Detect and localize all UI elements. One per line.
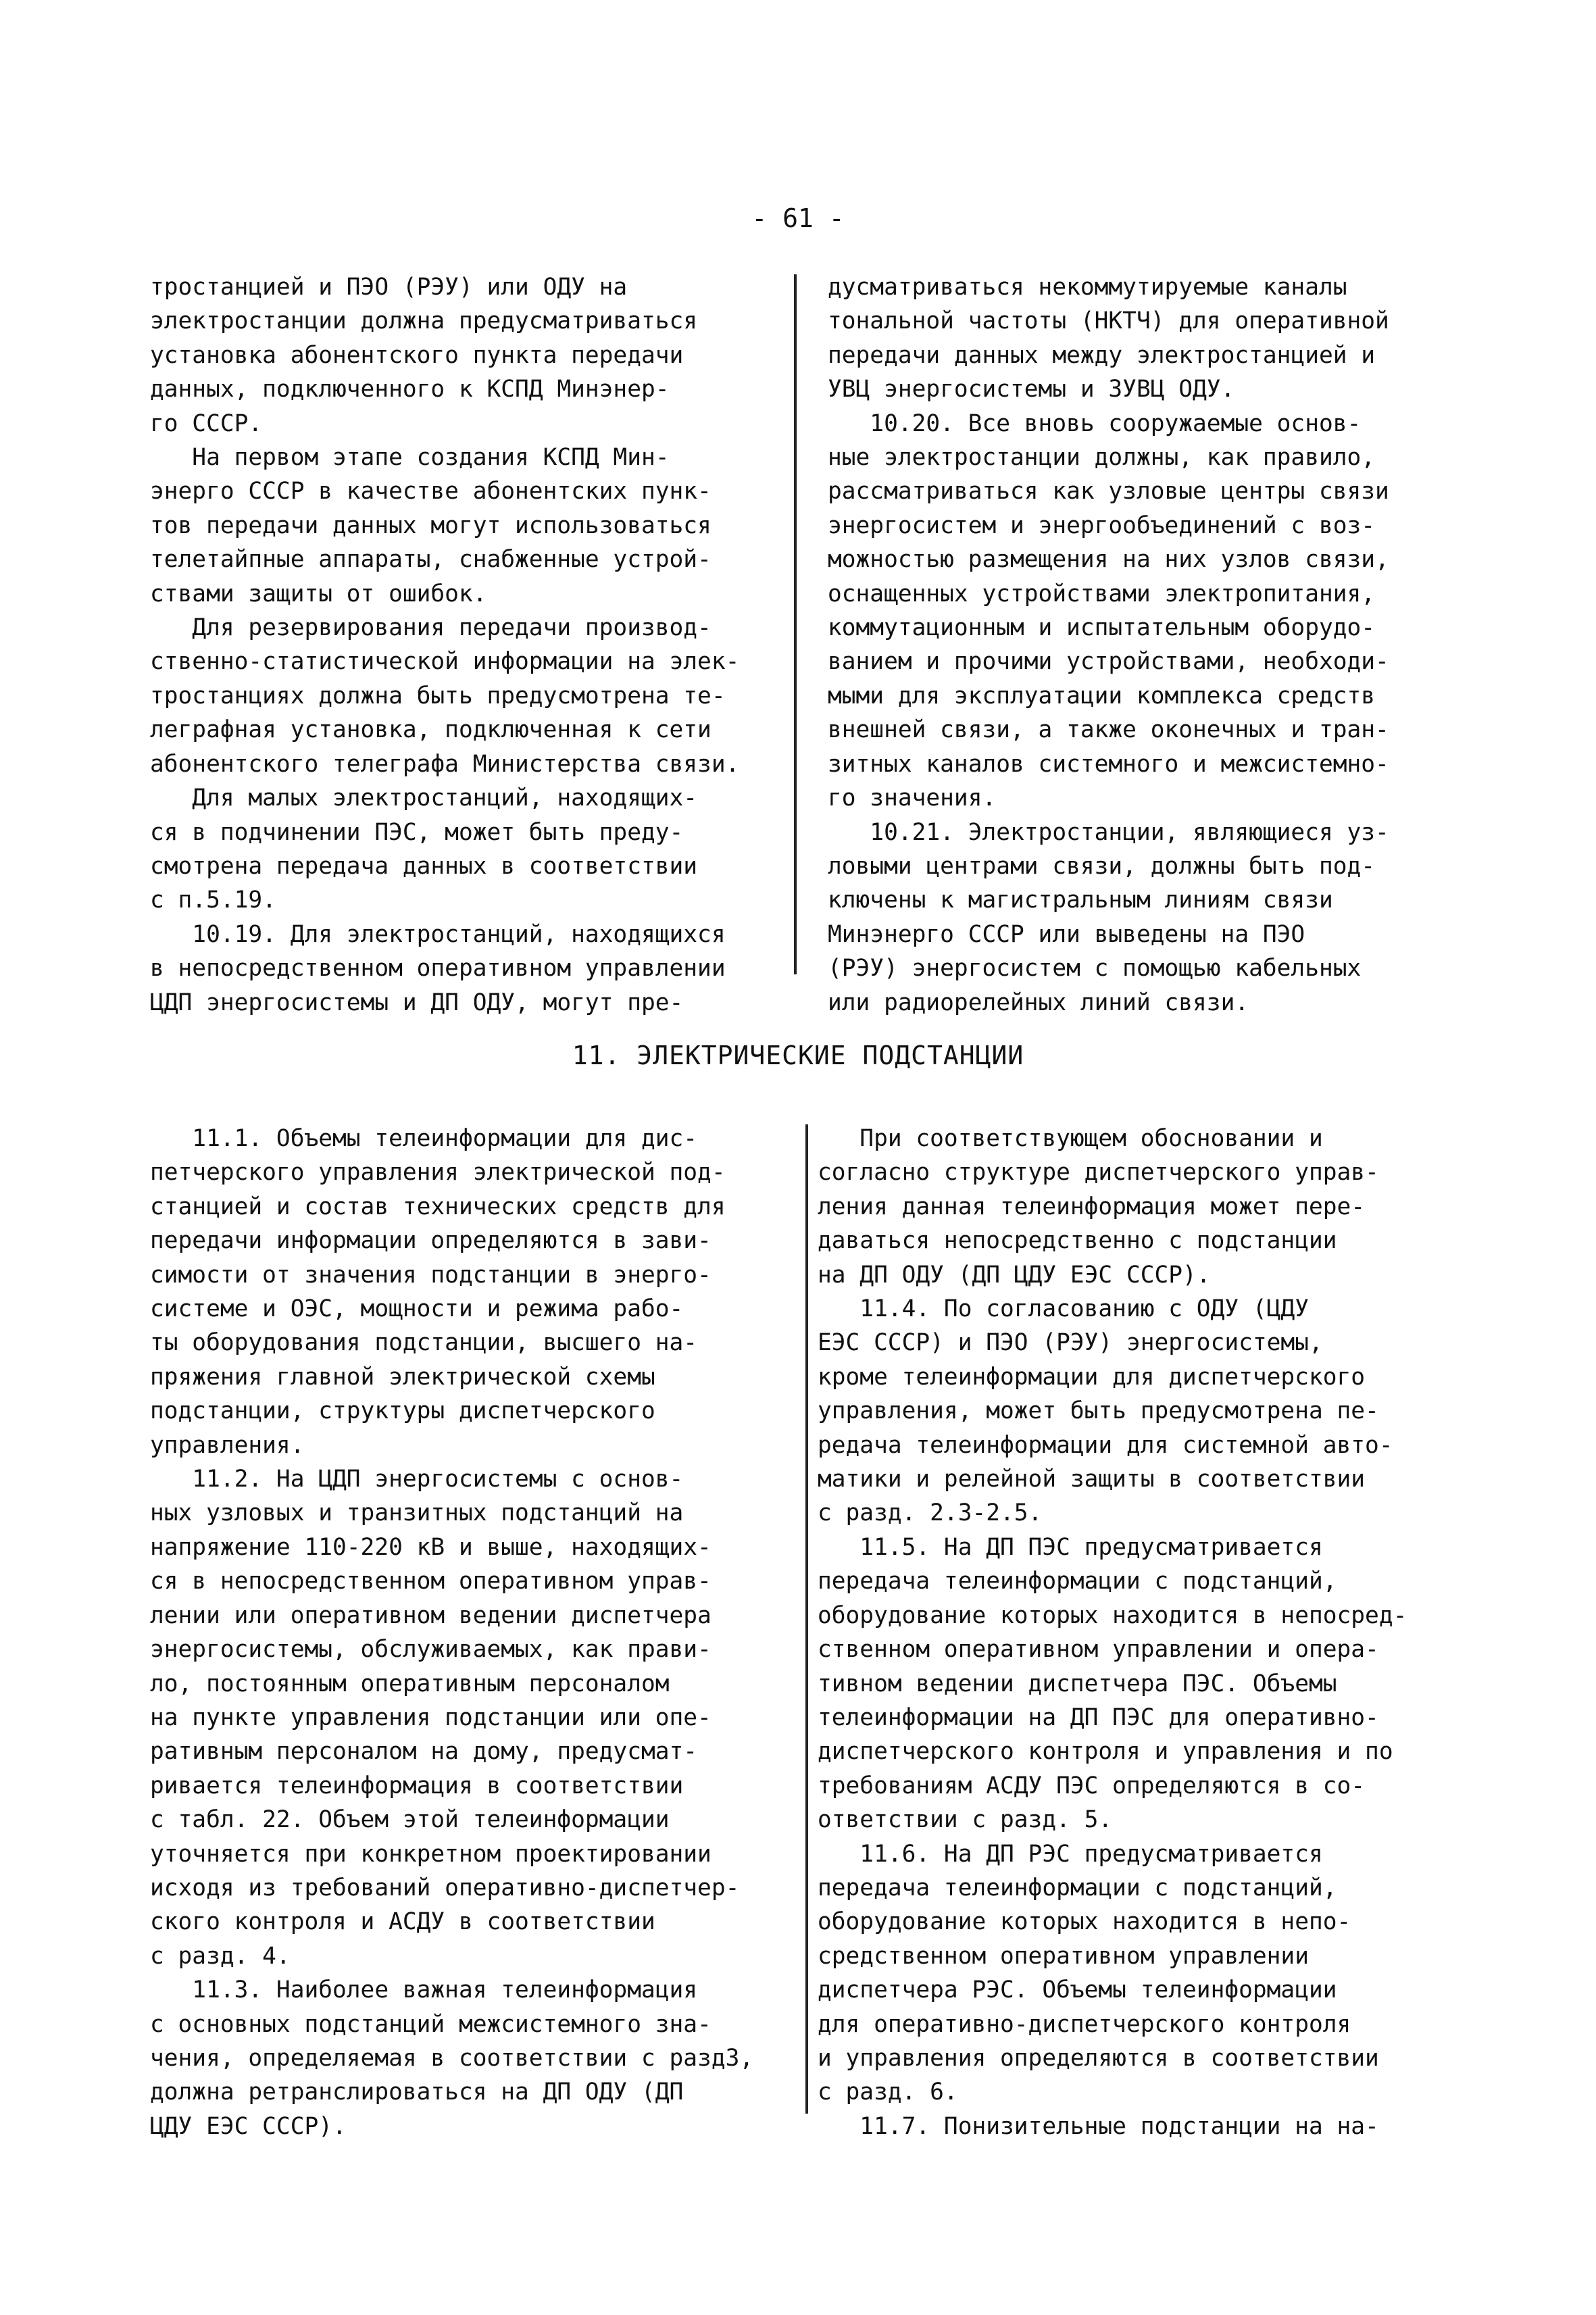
text-line: на пункте управления подстанции или опе- (150, 1703, 712, 1731)
text-line: рассматриваться как узловые центры связи (828, 478, 1389, 505)
text-line: требованиям АСДУ ПЭС определяются в со- (818, 1772, 1366, 1799)
text-line: управления, может быть предусмотрена пе- (818, 1397, 1379, 1425)
text-line: ся в подчинении ПЭС, может быть преду- (150, 818, 684, 846)
text-line: мыми для эксплуатации комплекса средств (828, 682, 1376, 710)
text-line: ственном оперативном управлении и опера- (818, 1636, 1379, 1664)
text-line: 11.2. На ЦДП энергосистемы с основ- (150, 1466, 684, 1493)
text-line: ванием и прочими устройствами, необходи- (828, 648, 1389, 676)
text-line: При соответствующем обосновании и (818, 1125, 1323, 1152)
text-line: симости от значения подстанции в энерго- (150, 1261, 712, 1289)
top-right-column (828, 270, 1389, 1020)
text-line: с основных подстанций межсистемного зна- (150, 2010, 712, 2038)
text-line: энергосистемы, обслуживаемых, как прави- (150, 1636, 712, 1664)
text-line: оснащенных устройствами электропитания, (828, 580, 1376, 607)
text-line: кроме телеинформации для диспетчерского (818, 1363, 1366, 1391)
text-line: ЕЭС СССР) и ПЭО (РЭУ) энергосистемы, (818, 1329, 1323, 1357)
text-line: го СССР. (150, 409, 263, 437)
text-line: диспетчера РЭС. Объемы телеинформации (818, 1976, 1337, 2004)
text-line: 11.4. По согласованию с ОДУ (ЦДУ (818, 1295, 1309, 1323)
page-number: - 61 - (751, 203, 845, 233)
text-line: го значения. (828, 785, 997, 812)
text-line: средственном оперативном управлении (818, 1942, 1309, 1970)
text-line: леграфная установка, подключенная к сети (150, 716, 712, 744)
text-line: передачи информации определяются в зави- (150, 1227, 712, 1255)
text-line: управления. (150, 1431, 305, 1459)
text-line: тов передачи данных могут использоваться (150, 512, 712, 539)
text-line: передача телеинформации с подстанций, (818, 1874, 1337, 1901)
text-line: ративным персоналом на дому, предусмат- (150, 1738, 698, 1766)
text-line: ся в непосредственном оперативном управ- (150, 1568, 712, 1595)
text-line: системе и ОЭС, мощности и режима рабо- (150, 1295, 684, 1323)
text-line: Минэнерго СССР или выведены на ПЭО (828, 920, 1305, 948)
text-line: внешней связи, а также оконечных и тран- (828, 716, 1389, 744)
text-line: станцией и состав технических средств для (150, 1193, 726, 1220)
text-line: уточняется при конкретном проектировании (150, 1840, 712, 1868)
text-line: зитных каналов системного и межсистемно- (828, 750, 1389, 778)
text-line: ления данная телеинформация может пере- (818, 1193, 1366, 1220)
column-divider-bottom (805, 1124, 808, 2114)
text-line: чения, определяемая в соответствии с разд3, (150, 2044, 754, 2072)
text-line: 11.6. На ДП РЭС предусматривается (818, 1840, 1323, 1868)
text-line: 11.3. Наиболее важная телеинформация (150, 1976, 698, 2004)
text-line: для оперативно-диспетчерского контроля (818, 2010, 1351, 2038)
text-line: с разд. 6. (818, 2078, 958, 2106)
text-line: 11.5. На ДП ПЭС предусматривается (818, 1533, 1323, 1561)
text-line: абонентского телеграфа Министерства связи. (150, 750, 740, 778)
text-line: исходя из требований оперативно-диспетчер- (150, 1874, 740, 1901)
text-line: оборудование которых находится в непосред- (818, 1601, 1407, 1629)
text-line: тивном ведении диспетчера ПЭС. Объемы (818, 1670, 1337, 1697)
text-line: (РЭУ) энергосистем с помощью кабельных (828, 955, 1362, 982)
bottom-right-column (818, 1122, 1407, 2143)
text-line: На первом этапе создания КСПД Мин- (150, 444, 670, 472)
bottom-left-column (150, 1122, 753, 2143)
text-line: ответствии с разд. 5. (818, 1806, 1113, 1834)
text-line: в непосредственном оперативном управлении (150, 955, 726, 982)
text-line: с разд. 4. (150, 1942, 291, 1970)
text-line: подстанции, структуры диспетчерского (150, 1397, 655, 1425)
text-line: Для малых электростанций, находящих- (150, 785, 698, 812)
text-line: энергосистем и энергообъединений с воз- (828, 512, 1376, 539)
text-line: даваться непосредственно с подстанции (818, 1227, 1337, 1255)
text-line: электростанции должна предусматриваться (150, 307, 698, 335)
text-line: или радиорелейных линий связи. (828, 989, 1249, 1016)
text-line: ствами защиты от ошибок. (150, 580, 487, 607)
text-line: на ДП ОДУ (ДП ЦДУ ЕЭС СССР). (818, 1261, 1211, 1289)
text-line: телетайпные аппараты, снабженные устрой- (150, 546, 712, 574)
text-line: ключены к магистральным линиям связи (828, 887, 1333, 914)
text-line: согласно структуре диспетчерского управ- (818, 1159, 1379, 1187)
text-line: УВЦ энергосистемы и ЗУВЦ ОДУ. (828, 376, 1235, 403)
section-heading: 11. ЭЛЕКТРИЧЕСКИЕ ПОДСТАНЦИИ (572, 1041, 1024, 1070)
text-line: матики и релейной защиты в соответствии (818, 1466, 1366, 1493)
text-line: ЦДП энергосистемы и ДП ОДУ, могут пре- (150, 989, 684, 1016)
text-line: редача телеинформации для системной авто- (818, 1431, 1393, 1459)
top-left-column (150, 270, 739, 1020)
column-divider-top (794, 274, 797, 974)
text-line: 10.20. Все вновь сооружаемые основ- (828, 409, 1362, 437)
text-line: дусматриваться некоммутируемые каналы (828, 274, 1347, 301)
text-line: ло, постоянным оперативным персоналом (150, 1670, 670, 1697)
text-line: ные электростанции должны, как правило, (828, 444, 1376, 472)
text-line: ты оборудования подстанции, высшего на- (150, 1329, 698, 1357)
text-line: энерго СССР в качестве абонентских пунк- (150, 478, 712, 505)
text-line: передача телеинформации с подстанций, (818, 1568, 1337, 1595)
text-line: пряжения главной электрической схемы (150, 1363, 655, 1391)
text-line: и управления определяются в соответствии (818, 2044, 1379, 2072)
text-line: тростанцией и ПЭО (РЭУ) или ОДУ на (150, 274, 628, 301)
text-line: должна ретранслироваться на ДП ОДУ (ДП (150, 2078, 684, 2106)
text-line: 10.21. Электростанции, являющиеся уз- (828, 818, 1389, 846)
text-line: тональной частоты (НКТЧ) для оперативной (828, 307, 1389, 335)
text-line: Для резервирования передачи производ- (150, 614, 712, 642)
text-line: ственно-статистической информации на элек- (150, 648, 740, 676)
text-line: данных, подключенного к КСПД Минэнер- (150, 376, 670, 403)
text-line: оборудование которых находится в непо- (818, 1908, 1351, 1936)
text-line: смотрена передача данных в соответствии (150, 852, 698, 880)
text-line: тростанциях должна быть предусмотрена те- (150, 682, 726, 710)
text-line: ского контроля и АСДУ в соответствии (150, 1908, 655, 1936)
text-line: 11.7. Понизительные подстанции на на- (818, 2112, 1379, 2140)
text-line: с разд. 2.3-2.5. (818, 1499, 1043, 1527)
text-line: ных узловых и транзитных подстанций на (150, 1499, 684, 1527)
text-line: передачи данных между электростанцией и (828, 341, 1376, 369)
text-line: телеинформации на ДП ПЭС для оперативно- (818, 1703, 1379, 1731)
text-line: диспетчерского контроля и управления и по (818, 1738, 1393, 1766)
text-line: с п.5.19. (150, 887, 276, 914)
text-line: 10.19. Для электростанций, находящихся (150, 920, 726, 948)
text-line: лении или оперативном ведении диспетчера (150, 1601, 712, 1629)
text-line: ловыми центрами связи, должны быть под- (828, 852, 1376, 880)
text-line: можностью размещения на них узлов связи, (828, 546, 1389, 574)
text-line: петчерского управления электрической под- (150, 1159, 726, 1187)
text-line: ЦДУ ЕЭС СССР). (150, 2112, 347, 2140)
text-line: ривается телеинформация в соответствии (150, 1772, 684, 1799)
text-line: 11.1. Объемы телеинформации для дис- (150, 1125, 698, 1152)
text-line: напряжение 110-220 кВ и выше, находящих- (150, 1533, 712, 1561)
text-line: коммутационным и испытательным оборудо- (828, 614, 1376, 642)
text-line: с табл. 22. Объем этой телеинформации (150, 1806, 670, 1834)
text-line: установка абонентского пункта передачи (150, 341, 684, 369)
